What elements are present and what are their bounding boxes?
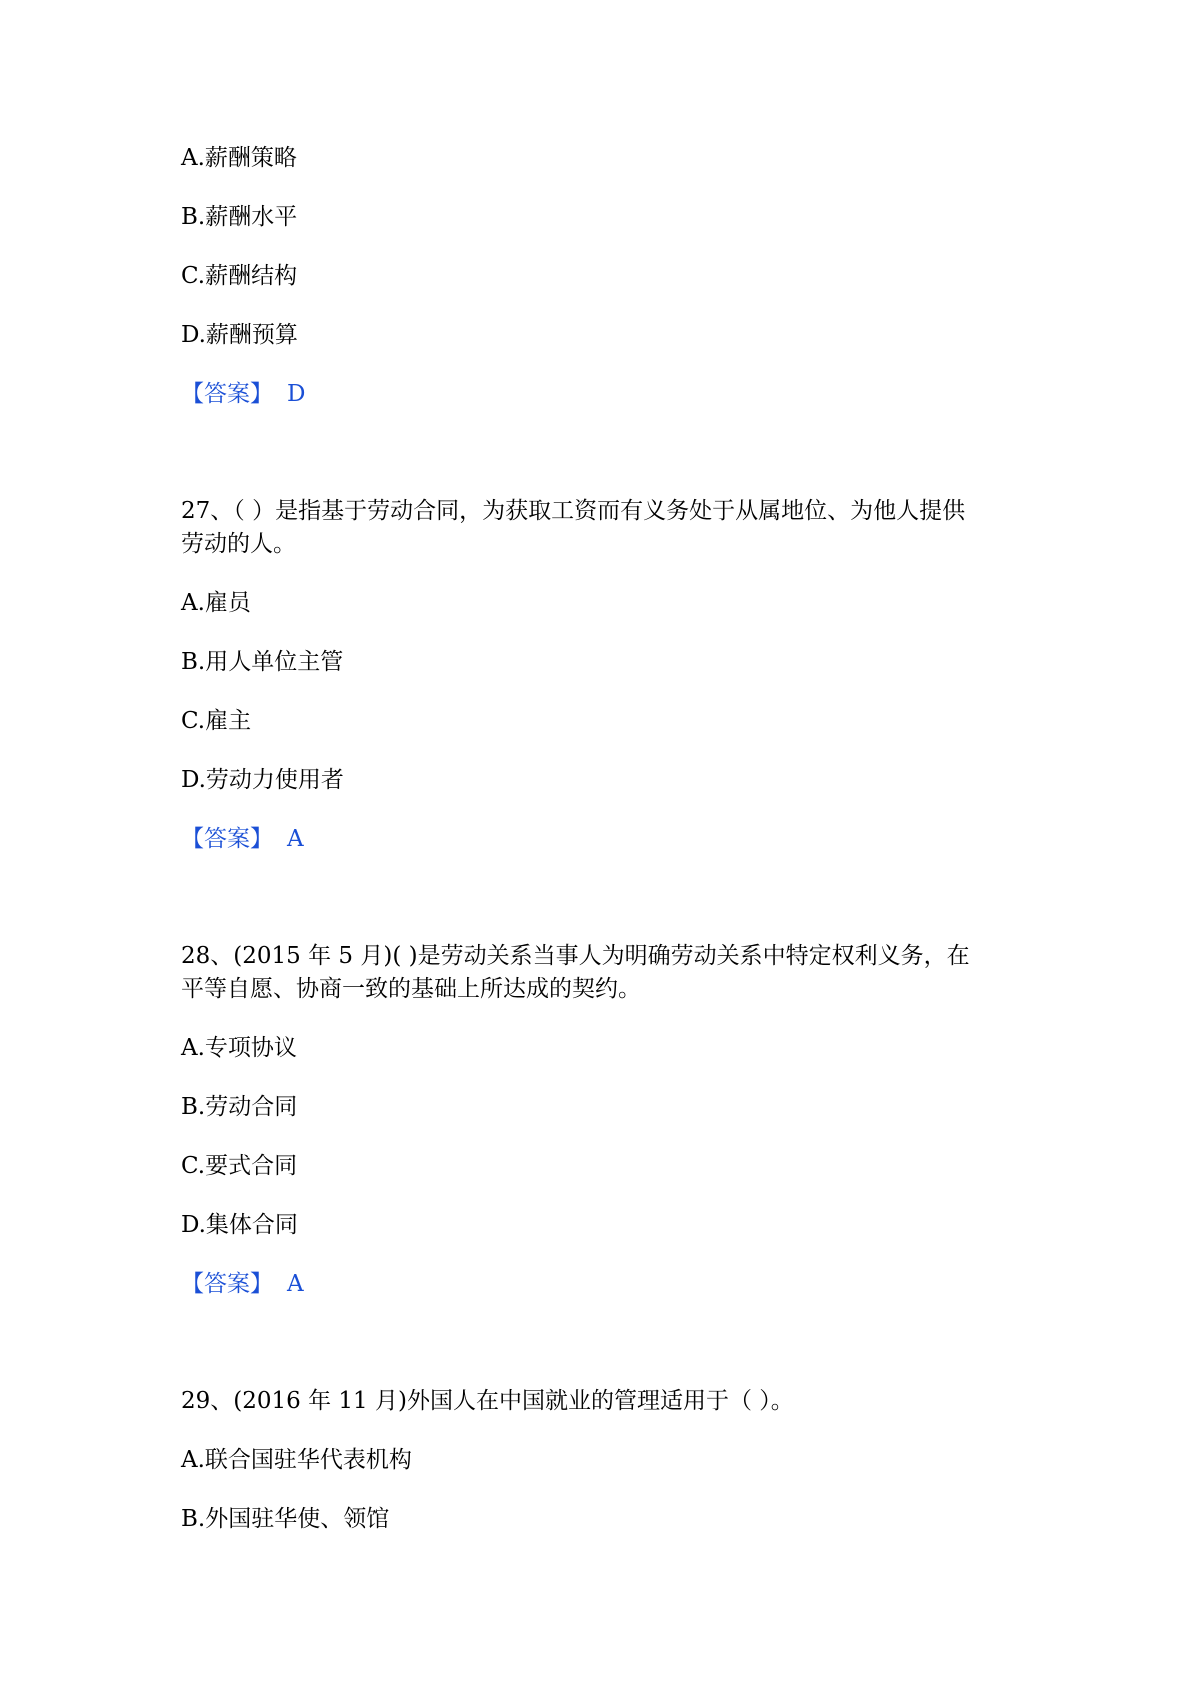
question-text-line-2: 平等自愿、协商一致的基础上所达成的契约。 (181, 976, 641, 1002)
option-a: A.雇员 (181, 590, 251, 616)
option-c: C.雇主 (181, 708, 252, 734)
answer-line (181, 825, 304, 853)
answer-value: A (287, 1271, 304, 1297)
option-b: B.外国驻华使、领馆 (181, 1506, 390, 1532)
answer-value: A (287, 826, 304, 852)
option-a: A.联合国驻华代表机构 (181, 1447, 412, 1473)
option-b: B.薪酬水平 (181, 204, 298, 230)
answer-line (181, 1270, 304, 1298)
question-text-line-1: 29、(2016 年 11 月)外国人在中国就业的管理适用于（ ）。 (181, 1388, 794, 1414)
option-c: C.要式合同 (181, 1153, 298, 1179)
answer-label: 【答案】 (181, 1271, 273, 1297)
option-b: B.用人单位主管 (181, 649, 344, 675)
option-a: A.薪酬策略 (181, 145, 297, 171)
answer-line (181, 380, 305, 408)
option-d: D.劳动力使用者 (181, 767, 344, 793)
question-text-line-1: 27、（ ）是指基于劳动合同，为获取工资而有义务处于从属地位、为他人提供 (181, 498, 966, 524)
option-a: A.专项协议 (181, 1035, 297, 1061)
answer-label: 【答案】 (181, 826, 273, 852)
answer-value: D (287, 381, 306, 407)
question-text-line-2: 劳动的人。 (181, 531, 296, 557)
option-b: B.劳动合同 (181, 1094, 298, 1120)
option-d: D.集体合同 (181, 1212, 298, 1238)
option-d: D.薪酬预算 (181, 322, 298, 348)
option-c: C.薪酬结构 (181, 263, 298, 289)
question-text-line-1: 28、(2015 年 5 月)( )是劳动关系当事人为明确劳动关系中特定权利义务，在 (181, 943, 970, 969)
answer-label: 【答案】 (181, 381, 273, 407)
